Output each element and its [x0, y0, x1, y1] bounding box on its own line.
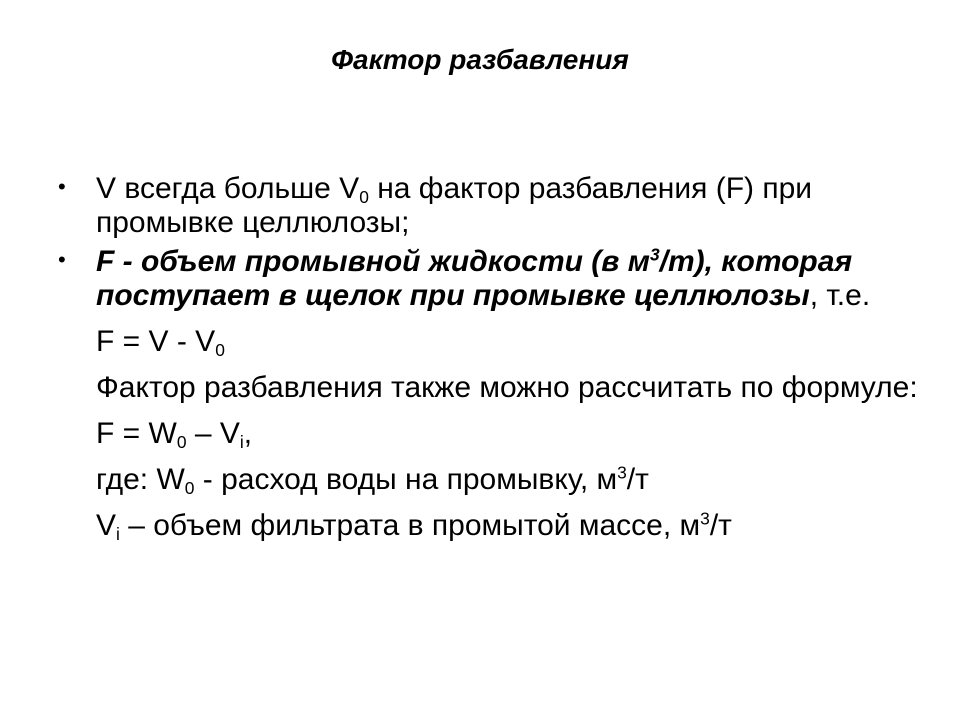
superscript-3: 3 — [617, 462, 627, 483]
superscript-3: 3 — [649, 244, 660, 265]
bullet-text — [96, 172, 918, 240]
subscript-i: i — [239, 432, 244, 453]
bullet-dot-icon: • — [58, 247, 66, 272]
formula-1-text: F = V - V — [96, 325, 216, 358]
subscript-0: 0 — [215, 340, 225, 361]
definition-w0 — [58, 463, 918, 497]
vi-text-c: /т — [709, 509, 732, 542]
bullet-dot-icon: • — [58, 174, 66, 199]
subscript-0: 0 — [176, 432, 187, 453]
formula-2-text-a: F = W — [96, 417, 177, 450]
bullet-2-text-c: , т.е. — [809, 279, 871, 312]
bullet-1-text-b: на фактор разбавления (F) при промывке целлюлозы; — [96, 172, 813, 239]
note-alternative-formula: Фактор разбавления также можно рассчитать по формуле: — [96, 371, 918, 404]
bullet-text — [96, 245, 918, 313]
vi-text-b: – объем фильтрата в промытой массе, м — [119, 509, 701, 542]
bullet-item-v-greater — [58, 172, 918, 240]
formula-2-text-c: , — [243, 417, 253, 450]
where-text-b: - расход воды на промывку, м — [194, 463, 618, 496]
slide-title: Фактор разбавления — [331, 44, 629, 75]
superscript-3: 3 — [700, 508, 710, 529]
definition-vi — [58, 509, 918, 543]
where-text-c: /т — [626, 463, 649, 496]
bullet-item-f-definition — [58, 245, 918, 313]
formula-f-w0-vi — [58, 417, 918, 451]
subscript-0: 0 — [184, 478, 195, 499]
bullet-2-bold-b: /т), которая поступает в щелок при промывке целлюлозы — [96, 245, 853, 312]
vi-text-a: V — [96, 509, 117, 542]
where-text-a: где: W — [96, 463, 185, 496]
bullet-2-bold-a: F - объем промывной жидкости (в м — [96, 245, 650, 278]
slide-content — [58, 172, 918, 543]
subscript-i: i — [116, 524, 120, 545]
subscript-0: 0 — [359, 187, 369, 208]
formula-f-v-v0 — [58, 325, 918, 359]
bullet-1-text-a: V всегда больше V — [96, 172, 360, 205]
formula-2-text-b: – V — [186, 417, 240, 450]
